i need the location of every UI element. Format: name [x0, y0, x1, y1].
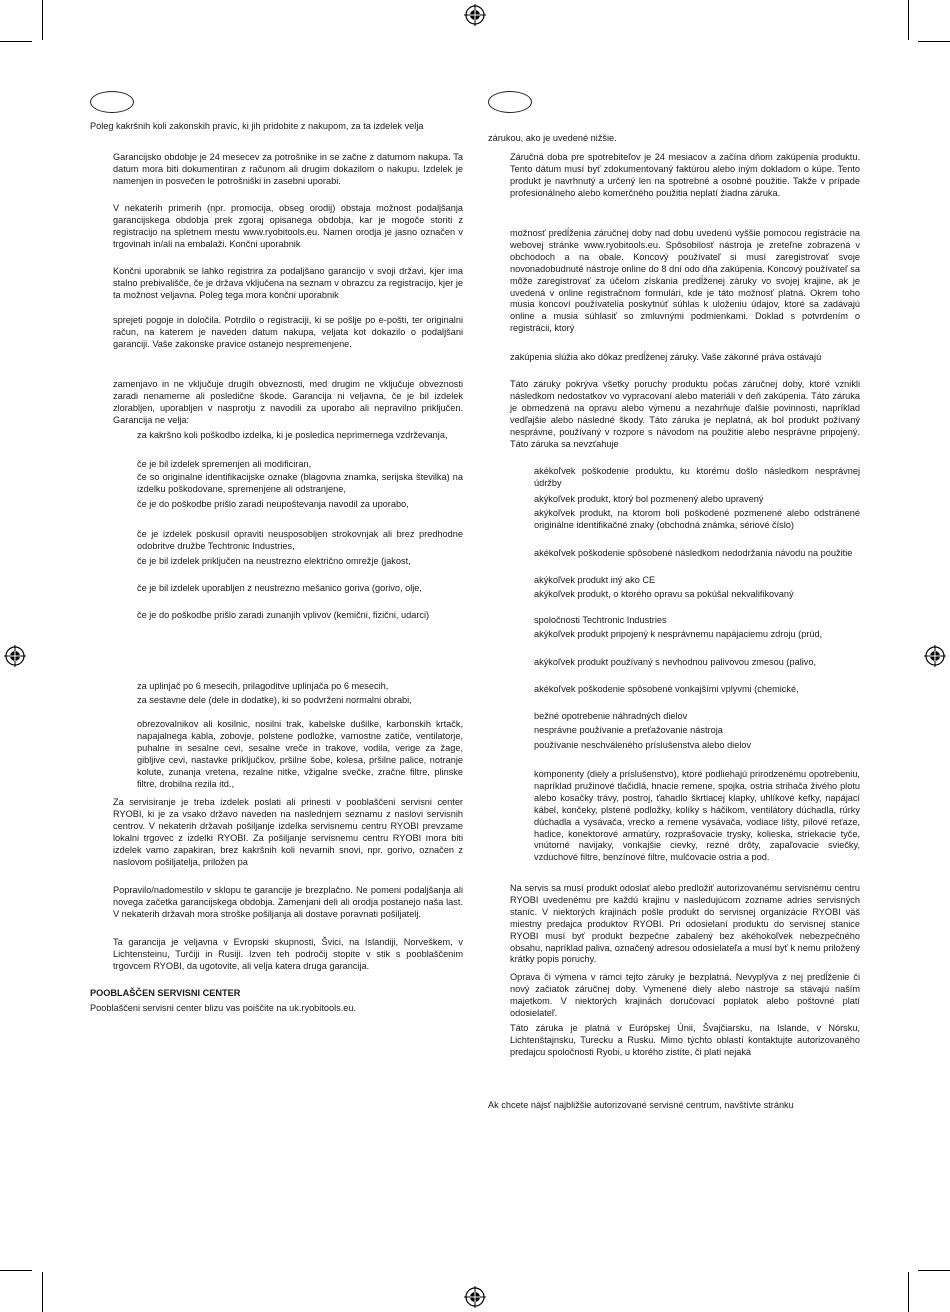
left-list-item: če je izdelek poskusil opraviti neusposobljen strokovnjak ali brez predhodne odobritve družbe Techtronic Industries,: [137, 529, 463, 551]
section-heading: POOBLAŠČEN SERVISNI CENTER: [90, 988, 241, 998]
crop-mark: [0, 41, 32, 42]
left-paragraph: Popravilo/nadomestilo v sklopu te garancije je brezplačno. Ne pomeni podaljšanja ali novega začetka garancijskega obdobja. Zamenjani deli ali orodja postanejo naša last. V nekaterih državah mora stroške pošiljanja ali dostave poravnati pošiljatelj.: [113, 885, 463, 919]
right-paragraph: Táto záruky pokrýva všetky poruchy produktu počas záručnej doby, ktoré vznikli následkom nedostatkov vo vypracovaní alebo materiáli v deň zakúpenia. Táto záruka je obmedzená na opravu alebo výmenu a nezahrňuje ďalšie povinnosti, napríklad vedľajšie alebo následné škody. Táto záruka je neplatná, ak bol produkt požívaný nesprávne, používaný v rozpore s návodom na použitie alebo nesprávne pripojený. Táto záruka sa nevzťahuje: [510, 379, 860, 449]
crop-mark: [0, 1270, 32, 1271]
left-list-item: če je do poškodbe prišlo zaradi neupoštevanja navodil za uporabo,: [137, 499, 409, 509]
left-paragraph: Garancijsko obdobje je 24 mesecev za potrošnike in se začne z datumom nakupa. Ta datum mora biti dokumentiran z računom ali drugim dokazilom o nakupu. Izdelek je namenjen in posvečen le potrošniški in zasebni uporabi.: [113, 152, 463, 186]
language-badge-right: [488, 91, 532, 113]
left-paragraph: Ta garancija je veljavna v Evropski skupnosti, Švici, na Islandiji, Norveškem, v Lichtensteinu, Turčiji in Rusiji. Izven teh področij stopite v stik s pooblaščenim trgovcem RYOBI, da ugotovite, ali velja katera druga garancija.: [113, 937, 463, 971]
right-list-item: akýkoľvek produkt iný ako CE: [534, 575, 656, 585]
right-list-item: akýkoľvek produkt, na ktorom boli poškodené pozmenené alebo odstránené originálne identifikačné znaky (obchodná známka, sériové číslo): [534, 508, 860, 530]
left-footer: Pooblaščeni servisni center blizu vas poiščite na uk.ryobitools.eu.: [90, 1003, 357, 1013]
registration-mark-icon: [464, 4, 486, 26]
left-list-item: če je bil izdelek uporabljen z neustrezno mešanico goriva (gorivo, olje,: [137, 583, 422, 593]
left-paragraph: V nekaterih primerih (npr. promocija, obseg orodij) obstaja možnost podaljšanja garancijskega obdobja prek zgoraj opisanega obdobja, kar je mogoče storiti z registracijo na spletnem mestu www.ryobitools.eu. Namen orodja je jasno označen v trgovinah in/ali na embalaži. Končni uporabnik: [113, 203, 463, 249]
right-list-item: akékoľvek poškodenie produktu, ku ktorému došlo následkom nesprávnej údržby: [534, 466, 860, 488]
crop-mark: [908, 1272, 909, 1312]
left-paragraph: Končni uporabnik se lahko registrira za podaljšano garancijo v svoji državi, kjer ima stalno prebivališče, če je država vključena na seznam v obrazcu za registracijo, kjer je ta možnost veljavna. Poleg tega mora končni uporabnik: [113, 266, 463, 300]
left-list-item: če so originalne identifikacijske oznake (blagovna znamka, serijska številka) na izdelku poškodovane, spremenjene ali odstranjene,: [137, 472, 463, 494]
right-paragraph: Na servis sa musí produkt odoslať alebo predložiť autorizovanému servisnému centru RYOBI uvedenému pre každú krajinu v nasledujúcom zozname adries servisných staníc. V niektorých krajinách pošle produkt do servisnej organizácie RYOBI váš miestny predajca produktov RYOBI. Pri odosielaní produktu do servisnej stanice RYOBI musí byť produkt bezpečne zabalený bez akéhokoľvek nebezpečného obsahu, napríklad paliva, označený adresou odosielateľa a musí byť k nemu priložený krátky popis poruchy.: [510, 883, 860, 965]
left-list-item: obrezovalnikov ali kosilnic, nosilni trak, kabelske dušilke, karbonskih krtačk, napajalnega kabla, zobovje, polstene podložke, varnostne zatiče, ventilatorje, puhalne in sesalne cevi, sesalne vreče in trakove, vodila, verige za žage, gibljive cevi, nastavke priključkov, pršilne šobe, kolesa, pršilne palice, notranje kolute, zunanja vretena, rezalne nitke, vžigalne svečke, zračne filtre, plinske filtre, drobilna rezila itd.,: [137, 719, 463, 789]
left-paragraph: zamenjavo in ne vključuje drugih obveznosti, med drugim ne vključuje obveznosti zaradi nenamerne ali posledične škode. Garancija ni veljavna, če je bil izdelek zlorabljen, uporabljen v nasprotju z navodili za uporabo ali nepravilno priključen. Garancija ne velja:: [113, 379, 463, 425]
language-badge-left: [90, 91, 134, 113]
registration-mark-icon: [4, 645, 26, 667]
crop-mark: [42, 0, 43, 40]
right-list-item: akýkoľvek produkt, ktorý bol pozmenený alebo upravený: [534, 494, 764, 504]
right-list-item: používanie neschváleného príslušenstva alebo dielov: [534, 740, 752, 750]
left-list-item: če je bil izdelek spremenjen ali modificiran,: [137, 459, 312, 469]
left-paragraph: sprejeti pogoje in določila. Potrdilo o registraciji, ki se pošlje po e-pošti, ter originalni račun, na katerem je naveden datum nakupa, veljata kot dokazilo o podaljšani garanciji. Vaše zakonske pravice ostanejo nespremenjene.: [113, 315, 463, 349]
crop-mark: [908, 0, 909, 40]
right-list-item: akýkoľvek produkt pripojený k nesprávnemu napájaciemu zdroju (prúd,: [534, 629, 823, 639]
crop-mark: [42, 1272, 43, 1312]
registration-mark-icon: [924, 645, 946, 667]
left-list-item: za kakršno koli poškodbo izdelka, ki je posledica neprimernega vzdrževanja,: [137, 430, 448, 440]
crop-mark: [918, 41, 950, 42]
left-intro: Poleg kakršnih koli zakonskih pravic, ki jih pridobite z nakupom, za ta izdelek velja: [90, 121, 424, 131]
right-list-item: akýkoľvek produkt, o ktorého opravu sa pokúšal nekvalifikovaný: [534, 589, 794, 599]
right-paragraph: Záručná doba pre spotrebiteľov je 24 mesiacov a začína dňom zakúpenia produktu. Tento dátum musí byť zdokumentovaný faktúrou alebo iným dokladom o kúpe. Tento produkt je navrhnutý a určený len na spotrebné a osobné použitie. Takže v prípade profesionálneho alebo komerčného použitia neplatí žiadna záruka.: [510, 152, 860, 198]
right-list-item: komponenty (diely a príslušenstvo), ktoré podliehajú prirodzenému opotrebeniu, napríklad pružinové tlačidlá, hnacie remene, spojka, ostria strihača živého plotu alebo kosačky trávy, postroj, ťahadlo škrtiacej klapky, uhlíkové kefky, napájací kábel, končeky, plstené podložky, kolíky s háčikom, ventilátory dúchadla, rúrky dúchadla a vysávača, vrecko a remene vysávača, vodiace lišty, pílové reťaze, hadice, konektorové armatúry, rozprašovacie trysky, kolieska, striekacie tyče, vnútorné navijaky, vonkajšie cievky, rezné drôty, zapaľovacie sviečky, vzduchové filtre, benzínové filtre, mulčovacie ostria a pod.: [534, 769, 860, 863]
right-list-item: spoločnosti Techtronic Industries: [534, 615, 667, 625]
right-paragraph: zakúpenia slúžia ako dôkaz predĺženej záruky. Vaše zákonné práva ostávajú: [510, 352, 822, 362]
left-list-item: za uplinjač po 6 mesecih, prilagoditve uplinjača po 6 mesecih,: [137, 681, 389, 691]
right-intro: zárukou, ako je uvedené nižšie.: [488, 133, 617, 143]
crop-mark: [918, 1270, 950, 1271]
left-list-item: če je do poškodbe prišlo zaradi zunanjih vplivov (kemični, fizični, udarci): [137, 610, 430, 620]
right-paragraph: možnosť predĺženia záručnej doby nad dobu uvedenú vyššie pomocou registrácie na webovej stránke www.ryobitools.eu. Spôsobilosť nástroja je zreteľne zobrazená v obchodoch a na obale. Koncový používateľ si musí zaregistrovať svoje novonadobudnuté nástroje online do 8 dní odo dňa zakúpenia. Koncový používateľ sa môže zaregistrovať za účelom získania predĺženej záruky vo svojej krajine, ak je uvedená v online registračnom formulári, kde je táto možnosť platná. Okrem toho musia koncoví používatelia poskytnúť súhlas k uloženiu údajov, ktoré sa zadávajú online a musia súhlasiť so zmluvnými podmienkami. Doklad s potvrdením o registrácii, ktorý: [510, 228, 860, 334]
left-list-item: če je bil izdelek priključen na neustrezno električno omrežje (jakost,: [137, 556, 411, 566]
right-footer: Ak chcete nájsť najbližšie autorizované servisné centrum, navštívte stránku: [488, 1100, 794, 1110]
left-list-item: za sestavne dele (dele in dodatke), ki so podvrženi normalni obrabi,: [137, 695, 412, 705]
right-list-item: akékoľvek poškodenie spôsobené následkom nedodržania návodu na použitie: [534, 548, 853, 558]
right-paragraph: Táto záruka je platná v Európskej Únii, Švajčiarsku, na Islande, v Nórsku, Lichtenštajnsku, Turecku a Rusku. Mimo týchto oblastí kontaktujte autorizovaného predajcu spoločnosti Ryobi, u ktorého zistíte, či platí nejaká: [510, 1023, 860, 1057]
right-paragraph: Oprava či výmena v rámci tejto záruky je bezplatná. Nevyplýva z nej predĺženie či nový začiatok záručnej doby. Vymenené diely alebo nástroje sa stávajú naším majetkom. V niektorých krajinách doručovací poplatok alebo poštovné platí odosielateľ.: [510, 972, 860, 1018]
registration-mark-icon: [464, 1286, 486, 1308]
left-paragraph: Za servisiranje je treba izdelek poslati ali prinesti v pooblaščeni servisni center RYOBI, ki je za vsako državo naveden na naslednjem seznamu z naslovi servisnih centrov. V nekaterih državah pošiljanje izdelka servisnemu centru RYOBI prevzame lokalni trgovec z izdelki RYOBI. Za pošiljanje servisnemu centru RYOBI mora biti izdelek varno zapakiran, brez kakršnih koli nevarnih snovi, npr. gorivo, označen z naslovom pošiljatelja, priložen pa: [113, 797, 463, 867]
right-list-item: akýkoľvek produkt používaný s nevhodnou palivovou zmesou (palivo,: [534, 657, 817, 667]
right-list-item: nesprávne používanie a preťažovanie nástroja: [534, 725, 723, 735]
right-list-item: akékoľvek poškodenie spôsobené vonkajšími vplyvmi (chemické,: [534, 684, 799, 694]
right-list-item: bežné opotrebenie náhradných dielov: [534, 711, 688, 721]
